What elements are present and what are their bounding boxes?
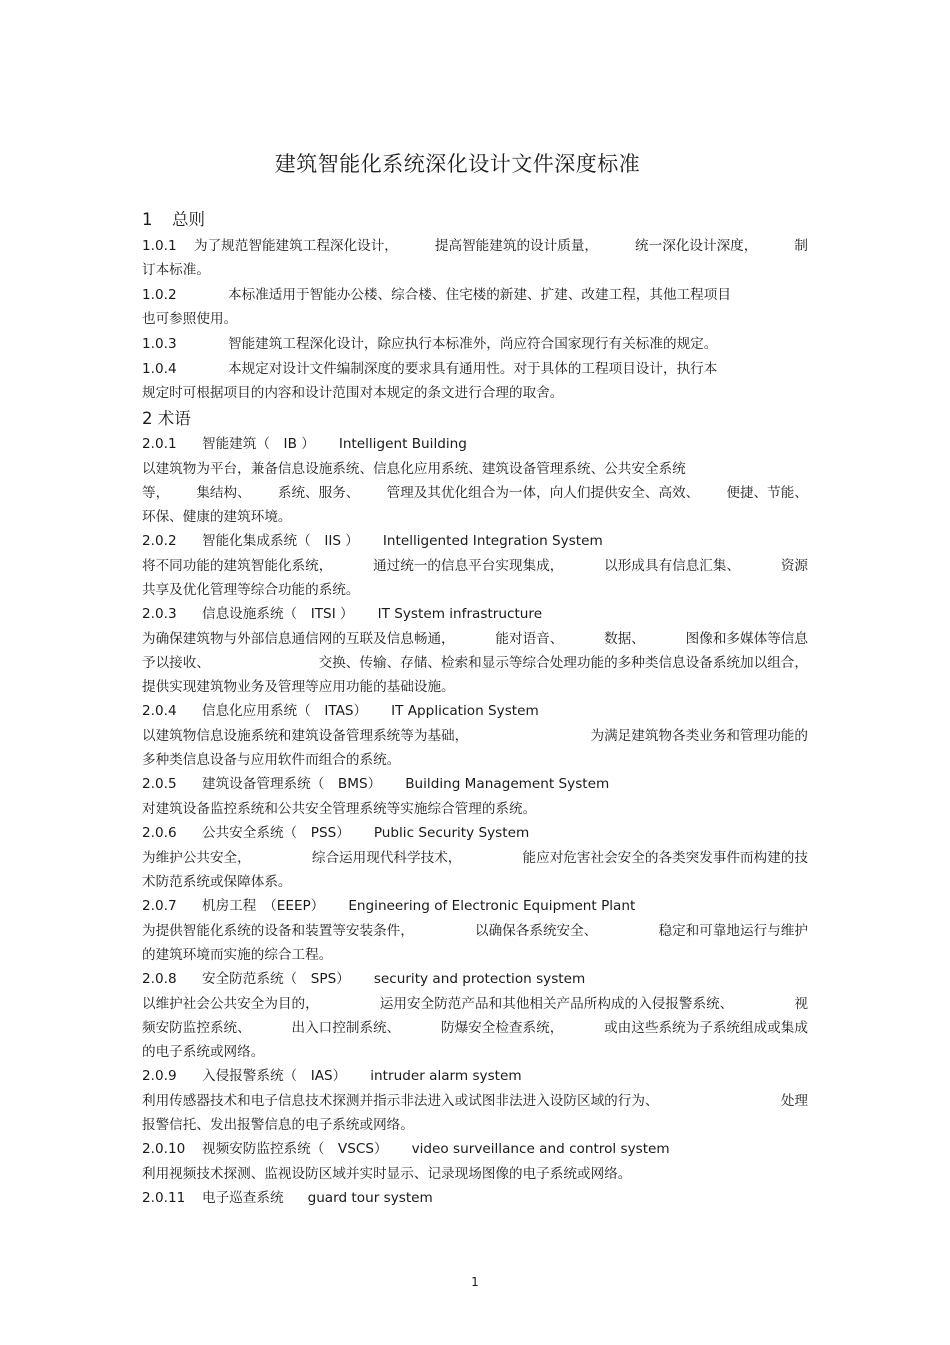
term-number: 2.0.2	[142, 533, 177, 549]
text-segment	[142, 234, 398, 258]
text-segment: 数据、	[604, 631, 645, 647]
term-definition	[142, 1162, 808, 1186]
text-segment: 视	[794, 996, 808, 1012]
term-heading-2-0-11	[142, 1186, 808, 1211]
term-definition	[142, 846, 808, 894]
text-segment: 综合运用现代科学技术，	[311, 850, 462, 866]
text-segment: 频安防监控系统、	[142, 1020, 251, 1036]
term-heading-2-0-9	[142, 1064, 808, 1089]
text-segment: 资源	[780, 558, 808, 574]
term-name: 智能建筑（ IB ）	[202, 436, 315, 452]
clause-1-0-2	[142, 283, 808, 331]
definition-line	[142, 1113, 808, 1137]
term-english: IT System infrastructure	[377, 606, 543, 622]
definition-line	[142, 457, 808, 481]
clause-number: 1.0.1	[142, 238, 177, 254]
term-english: Building Management System	[405, 776, 610, 792]
definition-line	[142, 675, 808, 699]
term-english: security and protection system	[373, 971, 586, 987]
definition-line	[142, 1089, 808, 1113]
definition-line	[142, 748, 808, 772]
definition-line	[142, 992, 808, 1016]
term-definition	[142, 919, 808, 967]
clause-text: 本标准适用于智能办公楼、综合楼、住宅楼的新建、扩建、改建工程，其他工程项目	[228, 287, 731, 303]
term-heading-2-0-5	[142, 772, 808, 797]
text-segment: 以确保各系统安全、	[475, 923, 598, 939]
term-english: Public Security System	[373, 825, 530, 841]
text-segment: 以建筑物为平台，兼备信息设施系统、信息化应用系统、建筑设备管理系统、公共安全系统	[142, 461, 686, 477]
definition-line	[142, 481, 808, 505]
term-name: 机房工程 （EEEP）	[202, 898, 325, 914]
term-heading-2-0-7	[142, 894, 808, 919]
text-segment: 防爆安全检查系统，	[441, 1020, 564, 1036]
definition-line	[142, 846, 808, 870]
text-segment: 提高智能建筑的设计质量，	[434, 238, 599, 254]
text-segment: 为满足建筑物各类业务和管理功能的	[590, 728, 808, 744]
text-segment: 为确保建筑物与外部信息通信网的互联及信息畅通，	[142, 631, 455, 647]
term-name: 视频安防监控系统（ VSCS）	[202, 1141, 388, 1157]
term-number: 2.0.5	[142, 776, 177, 792]
definition-line	[142, 651, 808, 675]
text-segment: 以形成具有信息汇集、	[604, 558, 741, 574]
text-segment: 能应对危害社会安全的各类突发事件而构建的技	[522, 850, 808, 866]
definition-line	[142, 797, 808, 821]
section-2-heading: 2 术语	[142, 409, 191, 428]
clause-line: 订本标准。	[142, 262, 210, 278]
term-heading-2-0-6	[142, 821, 808, 846]
text-segment: 以建筑物信息设施系统和建筑设备管理系统等为基础，	[142, 728, 469, 744]
clause-line	[142, 357, 808, 381]
clause-line: 规定时可根据项目的内容和设计范围对本规定的条文进行合理的取舍。	[142, 385, 564, 401]
term-number: 2.0.7	[142, 898, 177, 914]
term-heading-2-0-1	[142, 432, 808, 457]
text-segment: 制	[794, 238, 808, 254]
text-segment: 系统、服务、	[277, 485, 360, 501]
term-english: Intelligent Building	[338, 436, 467, 452]
section-number: 1	[142, 210, 153, 229]
term-definition	[142, 1089, 808, 1137]
text-segment: 稳定和可靠地运行与维护	[658, 923, 808, 939]
clause-text: 为了规范智能建筑工程深化设计，	[194, 238, 398, 254]
definition-line	[142, 943, 808, 967]
term-definition	[142, 627, 808, 699]
term-name: 入侵报警系统（ IAS）	[202, 1068, 347, 1084]
text-segment: 处理	[780, 1093, 808, 1109]
clause-1-0-4	[142, 357, 808, 405]
clause-number: 1.0.3	[142, 336, 177, 352]
term-heading-2-0-8	[142, 967, 808, 992]
term-number: 2.0.11	[142, 1190, 186, 1206]
text-segment: 对建筑设备监控系统和公共安全管理系统等实施综合管理的系统。	[142, 801, 537, 817]
text-segment: 能对语音、	[495, 631, 564, 647]
clause-text: 本规定对设计文件编制深度的要求具有通用性。对于具体的工程项目设计，执行本	[228, 361, 718, 377]
term-name: 电子巡查系统	[202, 1190, 284, 1206]
term-number: 2.0.8	[142, 971, 177, 987]
term-definition	[142, 457, 808, 529]
term-heading-2-0-10	[142, 1137, 808, 1162]
text-segment: 将不同功能的建筑智能化系统，	[142, 558, 333, 574]
document-title: 建筑智能化系统深化设计文件深度标准	[274, 152, 641, 176]
term-english: Intelligented Integration System	[382, 533, 603, 549]
term-english: video surveillance and control system	[411, 1141, 670, 1157]
definition-line	[142, 724, 808, 748]
term-english: intruder alarm system	[370, 1068, 522, 1084]
term-definition	[142, 724, 808, 772]
text-segment	[142, 357, 717, 381]
term-number: 2.0.6	[142, 825, 177, 841]
text-segment: 予以接收、	[142, 655, 210, 671]
section-2-terms	[142, 432, 808, 1211]
text-segment: 共享及优化管理等综合功能的系统。	[142, 582, 360, 598]
term-name: 智能化集成系统（ IIS ）	[202, 533, 359, 549]
text-segment: 等，	[142, 485, 170, 501]
section-1-heading	[142, 207, 808, 233]
clause-line	[142, 332, 808, 356]
text-segment: 的建筑环境而实施的综合工程。	[142, 947, 333, 963]
clause-line	[142, 234, 808, 258]
text-segment: 交换、传输、存储、检索和显示等综合处理功能的多种类信息设备系统加以组合，	[318, 655, 808, 671]
term-number: 2.0.4	[142, 703, 177, 719]
clause-line	[142, 283, 808, 307]
definition-line	[142, 627, 808, 651]
text-segment: 便捷、节能、	[726, 485, 808, 501]
definition-line	[142, 1162, 808, 1186]
text-segment: 图像和多媒体等信息	[685, 631, 808, 647]
section-label: 总则	[172, 210, 205, 229]
text-segment: 多种类信息设备与应用软件而组合的系统。	[142, 752, 401, 768]
text-segment: 提供实现建筑物业务及管理等应用功能的基础设施。	[142, 679, 455, 695]
text-segment: 运用安全防范产品和其他相关产品所构成的入侵报警系统、	[379, 996, 734, 1012]
text-segment: 或由这些系统为子系统组成或集成	[604, 1020, 808, 1036]
definition-line	[142, 1016, 808, 1040]
clause-line: 也可参照使用。	[142, 311, 238, 327]
text-segment: 的电子系统或网络。	[142, 1044, 265, 1060]
term-name: 公共安全系统（ PSS）	[202, 825, 350, 841]
text-segment: 出入口控制系统、	[291, 1020, 401, 1036]
definition-line	[142, 870, 808, 894]
term-definition	[142, 797, 808, 821]
term-heading-2-0-3	[142, 602, 808, 627]
clause-number: 1.0.2	[142, 287, 177, 303]
text-segment: 管理及其优化组合为一体，向人们提供安全、高效、	[386, 485, 700, 501]
term-definition	[142, 554, 808, 602]
term-number: 2.0.9	[142, 1068, 177, 1084]
term-english: IT Application System	[391, 703, 539, 719]
term-english: Engineering of Electronic Equipment Plant	[348, 898, 636, 914]
text-segment: 利用传感器技术和电子信息技术探测并指示非法进入或试图非法进入设防区域的行为、	[142, 1093, 659, 1109]
term-heading-2-0-2	[142, 529, 808, 554]
term-name: 信息设施系统（ ITSI ）	[202, 606, 354, 622]
definition-line	[142, 919, 808, 943]
term-number: 2.0.3	[142, 606, 177, 622]
text-segment: 报警信托、发出报警信息的电子系统或网络。	[142, 1117, 414, 1133]
page-number: 1	[471, 1275, 479, 1289]
text-segment: 统一深化设计深度，	[635, 238, 758, 254]
term-definition	[142, 992, 808, 1064]
text-segment: 通过统一的信息平台实现集成，	[373, 558, 564, 574]
term-heading-2-0-4	[142, 699, 808, 724]
document-body	[142, 207, 808, 1211]
text-segment: 为提供智能化系统的设备和装置等安装条件，	[142, 923, 414, 939]
text-segment: 集结构、	[196, 485, 251, 501]
term-name: 安全防范系统（ SPS）	[202, 971, 350, 987]
section-1-items	[142, 234, 808, 405]
text-segment: 以维护社会公共安全为目的，	[142, 996, 319, 1012]
term-number: 2.0.1	[142, 436, 177, 452]
term-name: 信息化应用系统（ ITAS）	[202, 703, 368, 719]
definition-line	[142, 554, 808, 578]
text-segment: 术防范系统或保障体系。	[142, 874, 292, 890]
text-segment: 为维护公共安全，	[142, 850, 251, 866]
clause-number: 1.0.4	[142, 361, 177, 377]
text-segment	[142, 332, 717, 356]
clause-1-0-3	[142, 332, 808, 356]
definition-line	[142, 578, 808, 602]
definition-line	[142, 505, 808, 529]
term-number: 2.0.10	[142, 1141, 186, 1157]
clause-1-0-1	[142, 234, 808, 282]
definition-line	[142, 1040, 808, 1064]
text-segment: 环保、健康的建筑环境。	[142, 509, 292, 525]
text-segment	[142, 283, 731, 307]
text-segment: 利用视频技术探测、监视设防区域并实时显示、记录现场图像的电子系统或网络。	[142, 1166, 632, 1182]
term-english: guard tour system	[307, 1190, 433, 1206]
term-name: 建筑设备管理系统（ BMS）	[202, 776, 382, 792]
clause-text: 智能建筑工程深化设计，除应执行本标准外，尚应符合国家现行有关标准的规定。	[228, 336, 718, 352]
